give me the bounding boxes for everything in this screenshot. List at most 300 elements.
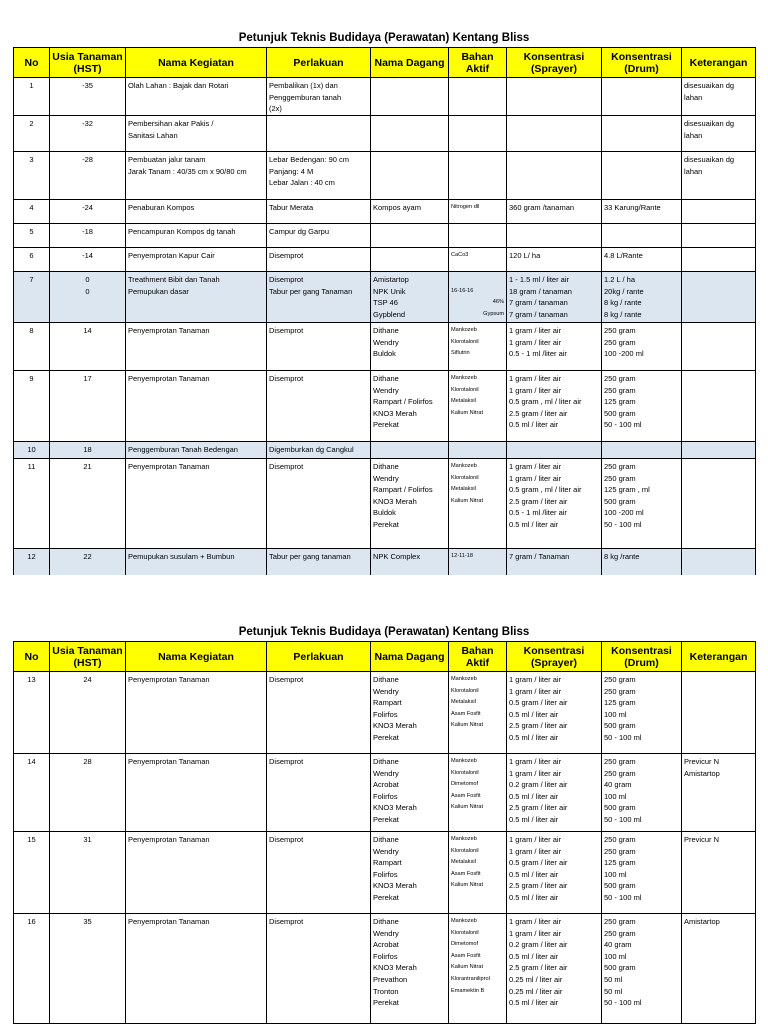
- cell-line: 100 -200 ml: [604, 508, 644, 518]
- cell-line: 21: [83, 462, 92, 471]
- cell-keterangan: [682, 914, 756, 1024]
- cell-line: disesuaikan dg: [684, 81, 735, 90]
- table-row: [14, 832, 756, 914]
- cell-line: Olah Lahan : Bajak dan Rotari: [128, 81, 229, 90]
- cell-nama-dagang: [371, 442, 449, 459]
- cell-line: 1 gram / liter air: [509, 686, 562, 696]
- cell-keterangan: [682, 152, 756, 200]
- cell-usia: [50, 832, 126, 914]
- cell-line: Disemprot: [269, 462, 304, 471]
- cell-line: Dithane: [373, 462, 399, 471]
- cell-line: Penaburan Kompos: [128, 203, 195, 212]
- table-row: [14, 224, 756, 248]
- cell-line: 8 kg /rante: [604, 552, 640, 561]
- cell-line: 0.5 gram / liter air: [509, 858, 568, 868]
- cell-usia: [50, 754, 126, 832]
- cell-line: Penggemburan Tanah Bedengan: [128, 445, 238, 454]
- cell-kons-sprayer: [507, 116, 602, 152]
- cell-line: Rampart / Folirfos: [373, 397, 433, 407]
- cell-line: Disemprot: [269, 275, 304, 284]
- cell-line: Wendry: [373, 928, 399, 938]
- cell-kegiatan: [126, 672, 267, 754]
- cell-line: Asam Fosfit: [451, 792, 481, 799]
- cell-kons-sprayer: [507, 672, 602, 754]
- cell-kons-drum: [602, 442, 682, 459]
- table-body: [14, 78, 756, 575]
- cell-line: Buldok: [373, 349, 396, 359]
- cell-line: CaCo3: [451, 252, 469, 258]
- cell-line: 120 L/ ha: [509, 251, 541, 260]
- cell-line: 125 gram: [604, 698, 636, 708]
- cell-nama-dagang: [371, 323, 449, 371]
- cell-line: Dithane: [373, 835, 399, 844]
- cell-line: 2.5 gram / liter air: [509, 408, 568, 418]
- cell-line: Jarak Tanam : 40/35 cm x 90/80 cm: [128, 166, 247, 176]
- cell-line: 360 gram /tanaman: [509, 203, 575, 212]
- cell-no: 3: [14, 152, 50, 200]
- cell-line: 0.5 ml / liter air: [509, 791, 559, 801]
- cell-no: 4: [14, 200, 50, 224]
- cell-line: Asam Fosfit: [451, 710, 481, 717]
- cell-line: Asam Fosfit: [451, 952, 481, 959]
- cell-line: Disemprot: [269, 675, 304, 684]
- cell-bahan-aktif: [449, 832, 507, 914]
- cell-keterangan: [682, 272, 756, 323]
- cell-kegiatan: [126, 116, 267, 152]
- cell-line: 14: [83, 326, 92, 335]
- cell-no: 9: [14, 371, 50, 442]
- cell-line: 50 ml: [604, 974, 623, 984]
- cell-line: KNO3 Merah: [373, 803, 417, 813]
- cell-line: 35: [83, 917, 92, 926]
- cell-line: Amistartop: [373, 275, 409, 284]
- cell-usia: [50, 116, 126, 152]
- cell-no: 5: [14, 224, 50, 248]
- cell-line: Metalaksil: [451, 486, 476, 493]
- cell-line: [451, 274, 504, 286]
- cell-usia: [50, 672, 126, 754]
- cell-line: KNO3 Merah: [373, 496, 417, 506]
- cell-kegiatan: [126, 78, 267, 116]
- cell-line: 1.2 L / ha: [604, 275, 635, 284]
- cell-line: 50 ml: [604, 986, 623, 996]
- cell-line: Metalaksil: [451, 699, 476, 706]
- cell-line: 0.5 gram , ml / liter air: [509, 485, 582, 495]
- col-header-bahan: Bahan Aktif: [449, 48, 507, 78]
- cell-perlakuan: [267, 78, 371, 116]
- cell-line: Mankozeb: [451, 836, 477, 842]
- cell-line: [451, 732, 504, 744]
- cell-line: Klorotalonil: [451, 474, 479, 481]
- cell-kegiatan: [126, 914, 267, 1024]
- cell-keterangan: [682, 78, 756, 116]
- sheet-title: Petunjuk Teknis Budidaya (Perawatan) Kentang Bliss: [238, 32, 530, 44]
- cell-usia: [50, 442, 126, 459]
- cell-line: Folirfos: [373, 709, 398, 719]
- cell-line: Disemprot: [269, 326, 304, 335]
- cell-kons-drum: [602, 272, 682, 323]
- cell-line: Disemprot: [269, 251, 304, 260]
- cell-line: KNO3 Merah: [373, 408, 417, 418]
- cell-line: Wendry: [373, 337, 399, 347]
- cell-perlakuan: [267, 224, 371, 248]
- cell-kegiatan: [126, 832, 267, 914]
- cell-line: Pembuatan jalur tanam: [128, 155, 206, 164]
- cell-line: Digemburkan dg Cangkul: [269, 445, 354, 454]
- table-row: [14, 914, 756, 1024]
- cell-line: 1 - 1.5 ml / liter air: [509, 275, 570, 284]
- cell-line: 22: [83, 552, 92, 561]
- cell-line: Penyemprotan Tanaman: [128, 917, 210, 926]
- cell-line: 250 gram: [604, 385, 636, 395]
- cell-line: 100 ml: [604, 709, 627, 719]
- cell-line: 125 gram: [604, 858, 636, 868]
- cell-line: 100 -200 ml: [604, 349, 644, 359]
- cell-bahan-aktif: [449, 152, 507, 200]
- cell-line: Dithane: [373, 675, 399, 684]
- cell-line: Dimetomof: [451, 941, 479, 948]
- cell-line: 18 gram / tanaman: [509, 286, 572, 296]
- cell-kons-drum: [602, 914, 682, 1024]
- cell-line: 8 kg / rante: [604, 309, 642, 319]
- cell-no: 1: [14, 78, 50, 116]
- header-row: [14, 48, 756, 78]
- cell-line: Mankozeb: [451, 676, 477, 682]
- table-row: [14, 272, 756, 323]
- cell-line: Klorotalonil: [451, 929, 479, 936]
- cell-kons-drum: [602, 549, 682, 575]
- cell-line: 1 gram / liter air: [509, 473, 562, 483]
- cell-perlakuan: [267, 116, 371, 152]
- cell-line: 1 gram / liter air: [509, 374, 562, 383]
- cell-line: Klorotalonil: [451, 769, 479, 776]
- cell-line: Disemprot: [269, 374, 304, 383]
- cell-line: NPK Unik: [373, 286, 406, 296]
- cell-line: 50 - 100 ml: [604, 519, 642, 529]
- cell-bahan-aktif: [449, 672, 507, 754]
- cell-line: 0: [85, 275, 90, 284]
- cell-kons-sprayer: [507, 78, 602, 116]
- cell-line: 0.5 - 1 ml /liter air: [509, 508, 567, 518]
- cell-kons-drum: [602, 459, 682, 549]
- cell-line: 1 gram / liter air: [509, 337, 562, 347]
- cell-line: KNO3 Merah: [373, 881, 417, 891]
- cell-line: 500 gram: [604, 803, 636, 813]
- cell-nama-dagang: [371, 672, 449, 754]
- col-header-bahan: Bahan Aktif: [449, 642, 507, 672]
- col-header-usia: Usia Tanaman (HST): [50, 48, 126, 78]
- cell-line: Gypblend: [373, 309, 406, 319]
- cell-line: Penggemburan tanah: [269, 92, 342, 102]
- cell-line: Previcur N: [684, 757, 720, 766]
- cell-line: 12-11-18: [451, 553, 473, 559]
- cell-line: 40 gram: [604, 940, 632, 950]
- cell-bahan-aktif: [449, 442, 507, 459]
- cell-kons-drum: [602, 371, 682, 442]
- sheet-title: Petunjuk Teknis Budidaya (Perawatan) Kentang Bliss: [238, 626, 530, 638]
- cell-perlakuan: [267, 371, 371, 442]
- cell-keterangan: [682, 459, 756, 549]
- cell-line: Kalium Nitrat: [451, 964, 484, 971]
- cell-kegiatan: [126, 272, 267, 323]
- cell-line: Asam Fosfit: [451, 870, 481, 877]
- cell-line: -18: [82, 227, 93, 236]
- cell-line: 500 gram: [604, 408, 636, 418]
- cell-kegiatan: [126, 549, 267, 575]
- cell-line: 125 gram: [604, 397, 636, 407]
- table-row: [14, 248, 756, 272]
- cell-keterangan: [682, 224, 756, 248]
- cell-nama-dagang: [371, 224, 449, 248]
- cell-line: Dithane: [373, 326, 399, 335]
- cell-kegiatan: [126, 224, 267, 248]
- cell-line: 2.5 gram / liter air: [509, 496, 568, 506]
- cell-line: Emamektin B: [451, 987, 485, 994]
- cell-kegiatan: [126, 248, 267, 272]
- cell-usia: [50, 459, 126, 549]
- cell-line: Siflutrin: [451, 350, 470, 357]
- cell-kons-sprayer: [507, 323, 602, 371]
- cell-keterangan: [682, 200, 756, 224]
- cell-nama-dagang: [371, 272, 449, 323]
- cell-line: [451, 419, 504, 431]
- cell-line: Dimetomof: [451, 781, 479, 788]
- cell-line: Klorotalonil: [451, 338, 479, 345]
- cell-nama-dagang: [371, 832, 449, 914]
- col-header-keterangan: Keterangan: [682, 48, 756, 78]
- cell-line: KNO3 Merah: [373, 963, 417, 973]
- cell-perlakuan: [267, 754, 371, 832]
- cell-kons-drum: [602, 116, 682, 152]
- cell-line: 1 gram / liter air: [509, 928, 562, 938]
- col-header-no: No: [14, 642, 50, 672]
- cell-nama-dagang: [371, 371, 449, 442]
- cell-bahan-aktif: [449, 224, 507, 248]
- cell-line: Sanitasi Lahan: [128, 130, 178, 140]
- cell-line: 0.5 gram / liter air: [509, 698, 568, 708]
- cell-usia: [50, 200, 126, 224]
- cell-no: 6: [14, 248, 50, 272]
- cell-line: [451, 507, 504, 519]
- cell-line: 0.5 ml / liter air: [509, 892, 559, 902]
- cell-line: 0.5 ml / liter air: [509, 869, 559, 879]
- cell-line: 1 gram / liter air: [509, 768, 562, 778]
- cell-nama-dagang: [371, 78, 449, 116]
- cell-bahan-aktif: [449, 200, 507, 224]
- table-body: [14, 672, 756, 1024]
- cell-line: [451, 814, 504, 826]
- cell-line: 4.8 L/Rante: [604, 251, 643, 260]
- cell-line: Disemprot: [269, 757, 304, 766]
- cell-keterangan: [682, 832, 756, 914]
- cell-line: Rampart: [373, 858, 402, 868]
- cell-line: 17: [83, 374, 92, 383]
- cell-keterangan: [682, 371, 756, 442]
- cell-line: 0.5 ml / liter air: [509, 420, 559, 430]
- cell-line: 7 gram / Tanaman: [509, 552, 570, 561]
- cell-line: Lebar Bedengan: 90 cm: [269, 155, 350, 164]
- cell-kons-sprayer: [507, 459, 602, 549]
- cell-line: Tronton: [373, 986, 399, 996]
- table-row: [14, 754, 756, 832]
- cell-line: Wendry: [373, 686, 399, 696]
- cell-usia: [50, 549, 126, 575]
- cell-line: NPK Complex: [373, 552, 421, 561]
- cell-line: Lebar Jalan : 40 cm: [269, 178, 335, 188]
- cell-kons-drum: [602, 323, 682, 371]
- col-header-keterangan: Keterangan: [682, 642, 756, 672]
- cell-line: 2.5 gram / liter air: [509, 721, 568, 731]
- cell-usia: [50, 152, 126, 200]
- cell-nama-dagang: [371, 914, 449, 1024]
- cell-no: 10: [14, 442, 50, 459]
- col-header-kons-drum: Konsentrasi (Drum): [602, 48, 682, 78]
- cell-line: Wendry: [373, 385, 399, 395]
- cell-line: Penyemprotan Tanaman: [128, 835, 210, 844]
- cell-line: Penyemprotan Tanaman: [128, 462, 210, 471]
- cell-line: 7 gram / tanaman: [509, 298, 568, 308]
- cell-kons-sprayer: [507, 832, 602, 914]
- cell-line: disesuaikan dg: [684, 155, 735, 164]
- cell-line: Tabur per gang Tanaman: [269, 286, 353, 296]
- cell-kons-drum: [602, 224, 682, 248]
- col-header-kons-sprayer: Konsentrasi (Sprayer): [507, 642, 602, 672]
- cell-line: Metalaksil: [451, 859, 476, 866]
- cell-kons-sprayer: [507, 224, 602, 248]
- cell-kons-sprayer: [507, 914, 602, 1024]
- cell-line: 250 gram: [604, 686, 636, 696]
- cell-keterangan: [682, 754, 756, 832]
- cell-line: Perekat: [373, 892, 399, 902]
- cell-kons-drum: [602, 200, 682, 224]
- cell-kons-sprayer: [507, 754, 602, 832]
- cell-no: 11: [14, 459, 50, 549]
- cell-bahan-aktif: [449, 272, 507, 323]
- cell-usia: [50, 914, 126, 1024]
- cell-line: Treathment Bibit dan Tanah: [128, 275, 220, 284]
- cell-line: 1 gram / liter air: [509, 835, 562, 844]
- cell-line: 33 Karung/Rante: [604, 203, 661, 212]
- cell-keterangan: [682, 323, 756, 371]
- cell-line: Tabur per gang tanaman: [269, 552, 351, 561]
- cell-line: Kalium Nitrat: [451, 804, 484, 811]
- cell-kegiatan: [126, 323, 267, 371]
- cell-line: 0.2 gram / liter air: [509, 940, 568, 950]
- cell-usia: [50, 224, 126, 248]
- cell-line: Gypsum: [483, 310, 504, 317]
- cell-line: lahan: [684, 166, 703, 176]
- cell-kegiatan: [126, 459, 267, 549]
- cell-line: Pencampuran Kompos dg tanah: [128, 227, 236, 236]
- cell-line: Disemprot: [269, 917, 304, 926]
- cell-kons-sprayer: [507, 272, 602, 323]
- cell-line: Penyemprotan Tanaman: [128, 757, 210, 766]
- cell-line: Kalium Nitrat: [451, 409, 484, 416]
- cell-line: -24: [82, 203, 93, 212]
- table-row: [14, 200, 756, 224]
- cell-line: 0.5 ml / liter air: [509, 814, 559, 824]
- cell-bahan-aktif: [449, 323, 507, 371]
- col-header-kegiatan: Nama Kegiatan: [126, 642, 267, 672]
- cell-line: 2.5 gram / liter air: [509, 881, 568, 891]
- cell-nama-dagang: [371, 152, 449, 200]
- cell-keterangan: [682, 248, 756, 272]
- cell-usia: [50, 248, 126, 272]
- cell-line: 500 gram: [604, 963, 636, 973]
- cell-line: Folirfos: [373, 951, 398, 961]
- cell-line: 31: [83, 835, 92, 844]
- col-header-usia: Usia Tanaman (HST): [50, 642, 126, 672]
- table-row: [14, 442, 756, 459]
- cell-line: Kalium Nitrat: [451, 497, 484, 504]
- cell-line: Klorantraniliprol: [451, 975, 490, 982]
- cell-line: 50 - 100 ml: [604, 892, 642, 902]
- col-header-perlakuan: Perlakuan: [267, 48, 371, 78]
- cell-line: Klorotalonil: [451, 847, 479, 854]
- cell-line: 0.5 - 1 ml /liter air: [509, 349, 567, 359]
- cell-usia: [50, 371, 126, 442]
- cell-line: 2.5 gram / liter air: [509, 963, 568, 973]
- cell-perlakuan: [267, 672, 371, 754]
- care-schedule-table: [13, 47, 756, 575]
- cell-usia: [50, 78, 126, 116]
- cell-no: 2: [14, 116, 50, 152]
- cell-perlakuan: [267, 832, 371, 914]
- cell-line: Wendry: [373, 768, 399, 778]
- cell-line: Pembalikan (1x) dan: [269, 81, 338, 90]
- cell-line: 250 gram: [604, 473, 636, 483]
- table-row: [14, 78, 756, 116]
- cell-line: Dithane: [373, 374, 399, 383]
- cell-line: 250 gram: [604, 917, 636, 926]
- cell-line: 40 gram: [604, 780, 632, 790]
- cell-line: Metalaksil: [451, 398, 476, 405]
- cell-line: 125 gram , ml: [604, 485, 650, 495]
- cell-kons-drum: [602, 78, 682, 116]
- cell-line: Perekat: [373, 814, 399, 824]
- cell-bahan-aktif: [449, 459, 507, 549]
- col-header-perlakuan: Perlakuan: [267, 642, 371, 672]
- col-header-kons-sprayer: Konsentrasi (Sprayer): [507, 48, 602, 78]
- cell-line: 1 gram / liter air: [509, 675, 562, 684]
- cell-line: 8 kg / rante: [604, 298, 642, 308]
- cell-line: 1 gram / liter air: [509, 846, 562, 856]
- cell-bahan-aktif: [449, 116, 507, 152]
- cell-kons-drum: [602, 754, 682, 832]
- cell-line: Kalium Nitrat: [451, 722, 484, 729]
- cell-line: 20kg / rante: [604, 286, 644, 296]
- cell-kegiatan: [126, 754, 267, 832]
- cell-line: 100 ml: [604, 869, 627, 879]
- cell-keterangan: [682, 442, 756, 459]
- table-row: [14, 323, 756, 371]
- cell-perlakuan: [267, 323, 371, 371]
- cell-line: 250 gram: [604, 462, 636, 471]
- cell-line: 500 gram: [604, 881, 636, 891]
- cell-line: [451, 519, 504, 531]
- cell-line: Penyemprotan Tanaman: [128, 326, 210, 335]
- cell-kons-sprayer: [507, 200, 602, 224]
- cell-line: lahan: [684, 130, 703, 140]
- cell-kons-drum: [602, 248, 682, 272]
- cell-kons-sprayer: [507, 549, 602, 575]
- cell-line: Mankozeb: [451, 463, 477, 469]
- cell-line: 250 gram: [604, 675, 636, 684]
- cell-no: 12: [14, 549, 50, 575]
- cell-line: Perekat: [373, 420, 399, 430]
- cell-line: Klorotalonil: [451, 687, 479, 694]
- cell-nama-dagang: [371, 459, 449, 549]
